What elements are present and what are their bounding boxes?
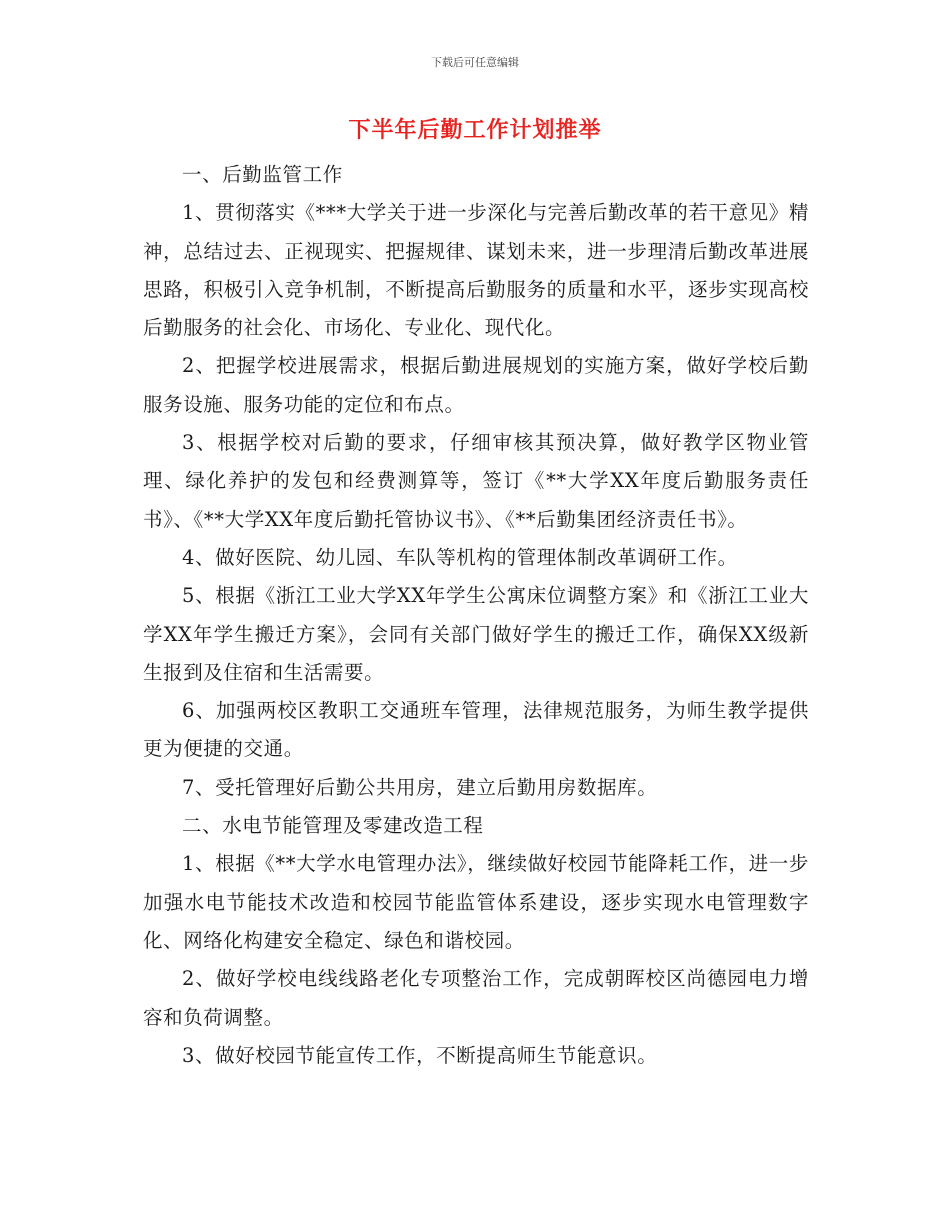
document-body: [143, 156, 809, 1075]
paragraph: 2、把握学校进展需求，根据后勤进展规划的实施方案，做好学校后勤服务设施、服务功能的定位和布点。: [143, 354, 809, 416]
header-note: 下载后可任意编辑: [431, 56, 519, 69]
paragraph: 6、加强两校区教职工交通班车管理，法律规范服务，为师生教学提供更为便捷的交通。: [143, 699, 809, 761]
paragraph: 7、受托管理好后勤公共用房，建立后勤用房数据库。: [182, 775, 658, 799]
paragraph: 1、根据《**大学水电管理办法》，继续做好校园节能降耗工作，进一步加强水电节能技术改造和校园节能监管体系建设，逐步实现水电管理数字化、网络化构建安全稳定、绿色和谐校园。: [143, 852, 809, 952]
paragraph: 1、贯彻落实《***大学关于进一步深化与完善后勤改革的若干意见》精神，总结过去、正视现实、把握规律、谋划未来，进一步理清后勤改革进展思路，积极引入竞争机制，不断提高后勤服务的质量和水平，逐步实现高校后勤服务的社会化、市场化、专业化、现代化。: [143, 201, 809, 340]
paragraph: 3、根据学校对后勤的要求，仔细审核其预决算，做好教学区物业管理、绿化养护的发包和经费测算等，签订《**大学XX年度后勤服务责任书》、《**大学XX年度后勤托管协议书》、《**后勤集团经济责任书》。: [143, 431, 809, 531]
section-heading-logistics-supervision: 一、后勤监管工作: [182, 163, 343, 186]
paragraph: 4、做好医院、幼儿园、车队等机构的管理体制改革调研工作。: [182, 545, 738, 569]
document-title: 下半年后勤工作计划推举: [348, 118, 602, 143]
paragraph: 2、做好学校电线线路老化专项整治工作，完成朝晖校区尚德园电力增容和负荷调整。: [143, 967, 809, 1029]
paragraph: 5、根据《浙江工业大学XX年学生公寓床位调整方案》和《浙江工业大学XX年学生搬迁方案》，会同有关部门做好学生的搬迁工作，确保XX级新生报到及住宿和生活需要。: [143, 584, 809, 684]
section-heading-energy-management: 二、水电节能管理及零建改造工程: [182, 814, 484, 838]
paragraph: 3、做好校园节能宣传工作，不断提高师生节能意识。: [182, 1043, 658, 1067]
